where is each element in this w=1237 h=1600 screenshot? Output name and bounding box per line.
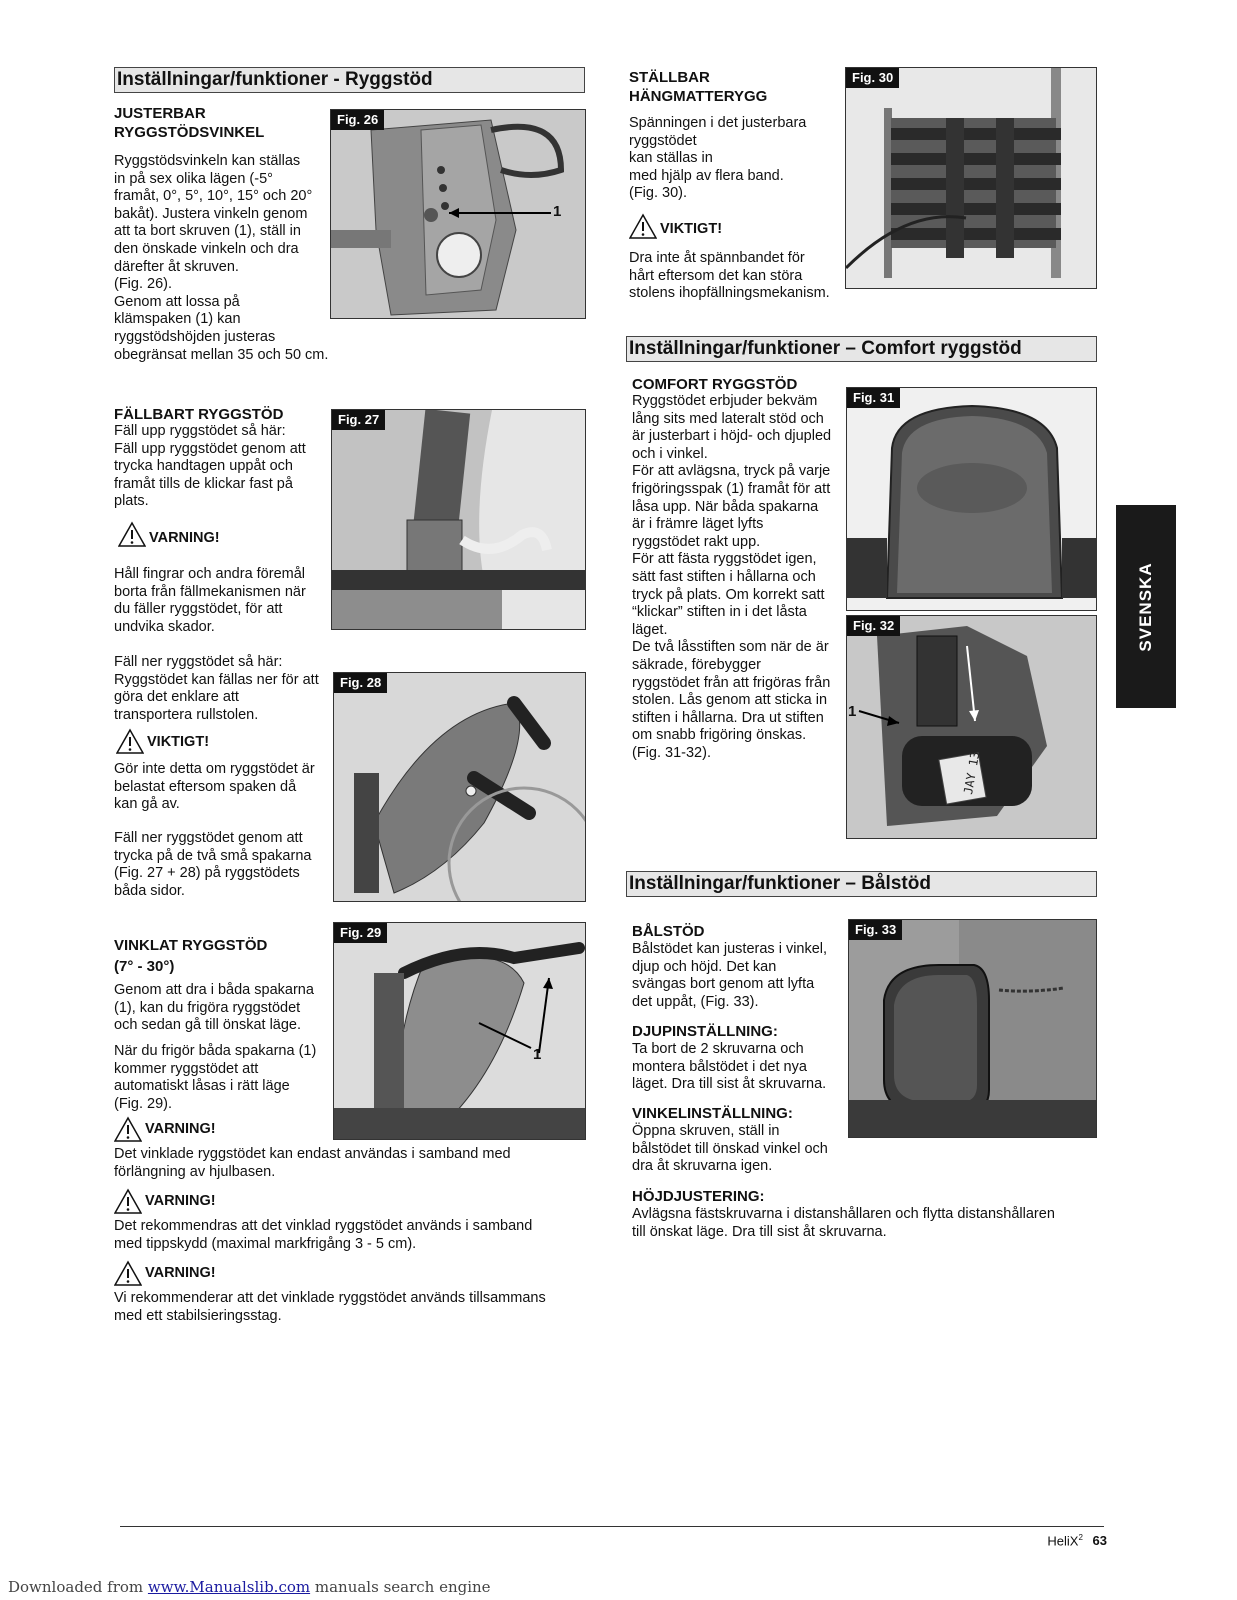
warning-triangle-icon	[118, 521, 146, 547]
text-line: Håll fingrar och andra föremål	[114, 566, 306, 582]
section-title-backrest: Inställningar/funktioner - Ryggstöd	[114, 67, 585, 93]
heading-hammock	[629, 68, 767, 106]
text-line: Gör inte detta om ryggstödet är	[114, 761, 315, 777]
figure-32	[846, 615, 1097, 839]
text-line: lång sits med lateralt stöd och	[632, 410, 824, 427]
text-line: tryck på plats. Om korrekt satt	[632, 586, 825, 603]
figure-28	[333, 672, 586, 902]
text-line: Spänningen i det justerbara	[629, 115, 807, 131]
warning-triangle-icon	[114, 1116, 142, 1142]
text-line: ryggstödshöjden justeras	[114, 328, 276, 345]
warning-triangle-icon	[114, 1188, 142, 1214]
figure-label: Fig. 28	[334, 673, 387, 693]
text-line: trycka på de två små spakarna	[114, 847, 312, 864]
figure-label: Fig. 29	[334, 923, 387, 943]
text-line: är justerbart i höjd- och djupled	[632, 428, 832, 445]
lateral-support-illustration	[849, 920, 1097, 1138]
text-line: hårt eftersom det kan störa	[629, 267, 803, 284]
text-line: (Fig. 27 + 28) på ryggstödets	[114, 865, 300, 882]
text-line: med ett stabilsieringsstag.	[114, 1307, 282, 1324]
callout-1: 1	[848, 703, 857, 720]
heading-line: (7° - 30°)	[114, 958, 175, 975]
warning-angled-2	[114, 1188, 584, 1253]
heading-foldable: FÄLLBART RYGGSTÖD	[114, 406, 284, 423]
footer-rule	[120, 1526, 1104, 1527]
text-line: När du frigör båda spakarna (1)	[114, 1043, 317, 1059]
text-line: framåt, 0°, 5°, 10°, 15° och 20°	[114, 188, 313, 205]
text-line: Bålstödet kan justeras i vinkel,	[632, 941, 828, 957]
figure-31	[846, 387, 1097, 611]
text-line: djup och höjd. Det kan	[632, 958, 777, 975]
text-line: du fäller ryggstödet, för att	[114, 601, 283, 618]
text-line: plats.	[114, 493, 149, 510]
product-name: HeliX	[1047, 1533, 1079, 1549]
important-text-foldable	[114, 761, 336, 814]
warning-triangle-icon	[114, 1260, 142, 1286]
figure-label: Fig. 26	[331, 110, 384, 130]
figure-label: Fig. 33	[849, 920, 902, 940]
heading-headrest: BÅLSTÖD	[632, 923, 705, 940]
figure-label: Fig. 32	[847, 616, 900, 636]
text-line: stiften i hållarna. Dra ut stiften	[632, 709, 824, 726]
heading-line: HÄNGMATTERYGG	[629, 88, 768, 105]
warning-triangle-icon	[629, 213, 657, 239]
release-lever-illustration	[847, 616, 1097, 839]
heading-line: RYGGSTÖDSVINKEL	[114, 124, 265, 141]
jay-tag-label: JAY 13	[961, 750, 983, 796]
text-line: klämspaken (1) kan	[114, 311, 241, 328]
heading-adjustable-angle	[114, 104, 324, 142]
text-line: Genom att dra i båda spakarna	[114, 982, 314, 998]
figure-label: Fig. 27	[332, 410, 385, 430]
folding-backrest-illustration	[332, 410, 586, 630]
figure-label: Fig. 30	[846, 68, 899, 88]
important-label: VIKTIGT!	[147, 734, 210, 750]
backrest-bracket-illustration	[331, 110, 586, 319]
figure-26	[330, 109, 586, 319]
text-line: automatiskt låsas i rätt läge	[114, 1078, 290, 1095]
text-line: Det rekommendras att det vinklad ryggstödet används i samband	[114, 1218, 533, 1234]
body-hammock	[629, 115, 839, 203]
comfort-backrest-illustration	[847, 388, 1097, 611]
text-line: Ta bort de 2 skruvarna och	[632, 1041, 804, 1057]
callout-1: 1	[533, 1046, 542, 1063]
text-line: “klickar” stiften in i det låsta	[632, 604, 807, 621]
text-line: båda sidor.	[114, 882, 185, 899]
heading-line: STÄLLBAR	[629, 69, 710, 86]
figure-label: Fig. 31	[847, 388, 900, 408]
folded-backrest-illustration	[334, 673, 586, 902]
text-line: (Fig. 26).	[114, 276, 173, 293]
heading-comfort: COMFORT RYGGSTÖD	[632, 376, 798, 393]
text-line: Avlägsna fästskruvarna i distanshållaren och flytta distanshållaren	[632, 1206, 1055, 1222]
manualslib-link[interactable]: www.Manualslib.com	[147, 1578, 311, 1596]
text-line: Ryggstödet erbjuder bekväm	[632, 393, 818, 409]
figure-33	[848, 919, 1097, 1138]
text-line: Fäll ner ryggstödet så här:	[114, 654, 283, 670]
text-line: kan gå av.	[114, 796, 180, 813]
hammock-backrest-illustration	[846, 68, 1097, 289]
text-line: stolens ihopfällningsmekanism.	[629, 285, 830, 302]
warning-label: VARNING!	[145, 1121, 216, 1137]
text-line: Fäll ner ryggstödet genom att	[114, 830, 303, 846]
warning-triangle-icon	[116, 728, 144, 754]
text-line: Fäll upp ryggstödet så här:	[114, 423, 286, 439]
text-line: bakåt). Justera vinkeln genom	[114, 205, 308, 222]
text-line: med tippskydd (maximal markfrigång 3 - 5 cm).	[114, 1235, 417, 1252]
section-title-comfort: Inställningar/funktioner – Comfort ryggstöd	[626, 336, 1097, 362]
text-line: läget.	[632, 621, 668, 638]
callout-1: 1	[553, 203, 562, 220]
text-line: Ryggstödet kan fällas ner för att	[114, 671, 319, 688]
text-line: och i vinkel.	[632, 445, 708, 462]
figure-30	[845, 67, 1097, 289]
text-line: kan ställas in	[629, 150, 713, 167]
warning-foldable	[118, 521, 220, 547]
download-notice	[8, 1578, 491, 1596]
text-line: Öppna skruven, ställ in	[632, 1123, 780, 1139]
language-tab-label: SVENSKA	[1136, 561, 1155, 652]
text-line: (Fig. 29).	[114, 1095, 173, 1112]
heading-line: VINKLAT RYGGSTÖD	[114, 937, 268, 954]
section-title-headrest: Inställningar/funktioner – Bålstöd	[626, 871, 1097, 897]
angled-backrest-illustration	[334, 923, 586, 1140]
text-line: in på sex olika lägen (-5°	[114, 170, 273, 187]
warning-label: VARNING!	[145, 1193, 216, 1209]
text-line: med hjälp av flera band.	[629, 167, 784, 184]
text-line: montera bålstödet i det nya	[632, 1058, 807, 1075]
text-line: kommer ryggstödet att	[114, 1060, 259, 1077]
warning-row	[114, 1188, 584, 1214]
important-hammock	[629, 213, 722, 239]
text-line: läget. Dra till sist åt skruvarna.	[632, 1076, 827, 1093]
text-line: det uppåt, (Fig. 33).	[632, 993, 759, 1010]
text-line: Det vinklade ryggstödet kan endast användas i samband med	[114, 1146, 511, 1162]
text-line: undvika skador.	[114, 618, 215, 635]
page-number: 63	[1092, 1533, 1107, 1549]
text-line: obegränsat mellan 35 och 50 cm.	[114, 346, 329, 363]
product-superscript: 2	[1078, 1533, 1083, 1542]
text-line: svängas bort genom att lyfta	[632, 976, 815, 993]
text-line: att ta bort skruven (1), ställ in	[114, 223, 301, 240]
heading-depth: DJUPINSTÄLLNING:	[632, 1023, 778, 1040]
warning-label: VARNING!	[145, 1265, 216, 1281]
warning-row	[114, 1116, 584, 1142]
text-line: framåt tills de klickar fast på	[114, 475, 293, 492]
heading-line: JUSTERBAR	[114, 105, 206, 122]
body-comfort	[632, 393, 847, 762]
text-line: Dra inte åt spännbandet för	[629, 250, 805, 266]
text-line: (1), kan du frigöra ryggstödet	[114, 999, 301, 1016]
warning-angled-1	[114, 1116, 584, 1181]
body-depth	[632, 1041, 847, 1094]
text-line: (Fig. 30).	[629, 185, 688, 202]
text-line: till önskat läge. Dra till sist åt skruvarna.	[632, 1223, 887, 1240]
body-angle-setting	[632, 1123, 847, 1176]
heading-height: HÖJDJUSTERING:	[632, 1188, 765, 1205]
text-line: är i främre läget lyfts	[632, 516, 764, 533]
figure-29	[333, 922, 586, 1140]
warning-text-foldable	[114, 566, 334, 636]
text-line: sätt fast stiften i hållarna och	[632, 568, 816, 585]
page-footer	[1047, 1533, 1107, 1548]
text-line: om snabb frigöring önskas.	[632, 727, 807, 744]
text-line: därefter åt skruven.	[114, 258, 239, 275]
body-headrest	[632, 941, 847, 1011]
language-tab	[1116, 505, 1176, 708]
text-line: dra åt skruvarna igen.	[632, 1158, 773, 1175]
text-line: ryggstödet rakt upp.	[632, 533, 761, 550]
text-line: trycka handtagen uppåt och	[114, 458, 293, 475]
text-line: transportera rullstolen.	[114, 706, 259, 723]
heading-angle-setting: VINKELINSTÄLLNING:	[632, 1105, 793, 1122]
download-suffix: manuals search engine	[310, 1578, 491, 1596]
text-line: bålstödet till önskad vinkel och	[632, 1140, 828, 1157]
text-line: (Fig. 31-32).	[632, 744, 711, 761]
text-line: Fäll upp ryggstödet genom att	[114, 440, 306, 457]
warning-angled-3	[114, 1260, 584, 1325]
text-line: För att fästa ryggstödet igen,	[632, 551, 817, 568]
warning-row	[114, 1260, 584, 1286]
text-line: För att avlägsna, tryck på varje	[632, 463, 831, 480]
warning-label: VARNING!	[149, 530, 220, 546]
important-label: VIKTIGT!	[660, 221, 723, 237]
text-line: göra det enklare att	[114, 689, 239, 706]
text-line: De två låsstiften som när de är	[632, 639, 829, 656]
text-line: den önskade vinkeln och dra	[114, 240, 299, 257]
body-foldable-press	[114, 830, 336, 900]
text-line: förlängning av hjulbasen.	[114, 1163, 276, 1180]
download-prefix: Downloaded from	[8, 1578, 148, 1596]
text-line: frigöringsspak (1) framåt för att	[632, 480, 831, 497]
body-angled-2	[114, 1043, 334, 1113]
text-line: Vi rekommenderar att det vinklade ryggstödet används tillsammans	[114, 1290, 546, 1306]
text-line: ryggstödet från att frigöras från	[632, 674, 831, 691]
text-line: låsa upp. När båda spakarna	[632, 498, 819, 515]
text-line: ryggstödet	[629, 132, 697, 149]
important-foldable	[116, 728, 209, 754]
text-line: belastat eftersom spaken då	[114, 778, 297, 795]
important-text-hammock	[629, 250, 849, 303]
body-angled-1	[114, 982, 334, 1035]
figure-27	[331, 409, 586, 630]
heading-angled	[114, 936, 267, 976]
text-line: och sedan gå till önskat läge.	[114, 1017, 302, 1034]
text-line: Genom att lossa på	[114, 293, 240, 310]
text-line: säkrade, förebygger	[632, 656, 761, 673]
text-line: Ryggstödsvinkeln kan ställas	[114, 153, 301, 169]
body-foldable-down	[114, 654, 336, 724]
body-foldable-up	[114, 423, 334, 511]
text-line: stolen. Lås genom att sticka in	[632, 692, 828, 709]
body-height	[632, 1206, 1102, 1241]
text-line: borta från fällmekanismen när	[114, 583, 306, 600]
